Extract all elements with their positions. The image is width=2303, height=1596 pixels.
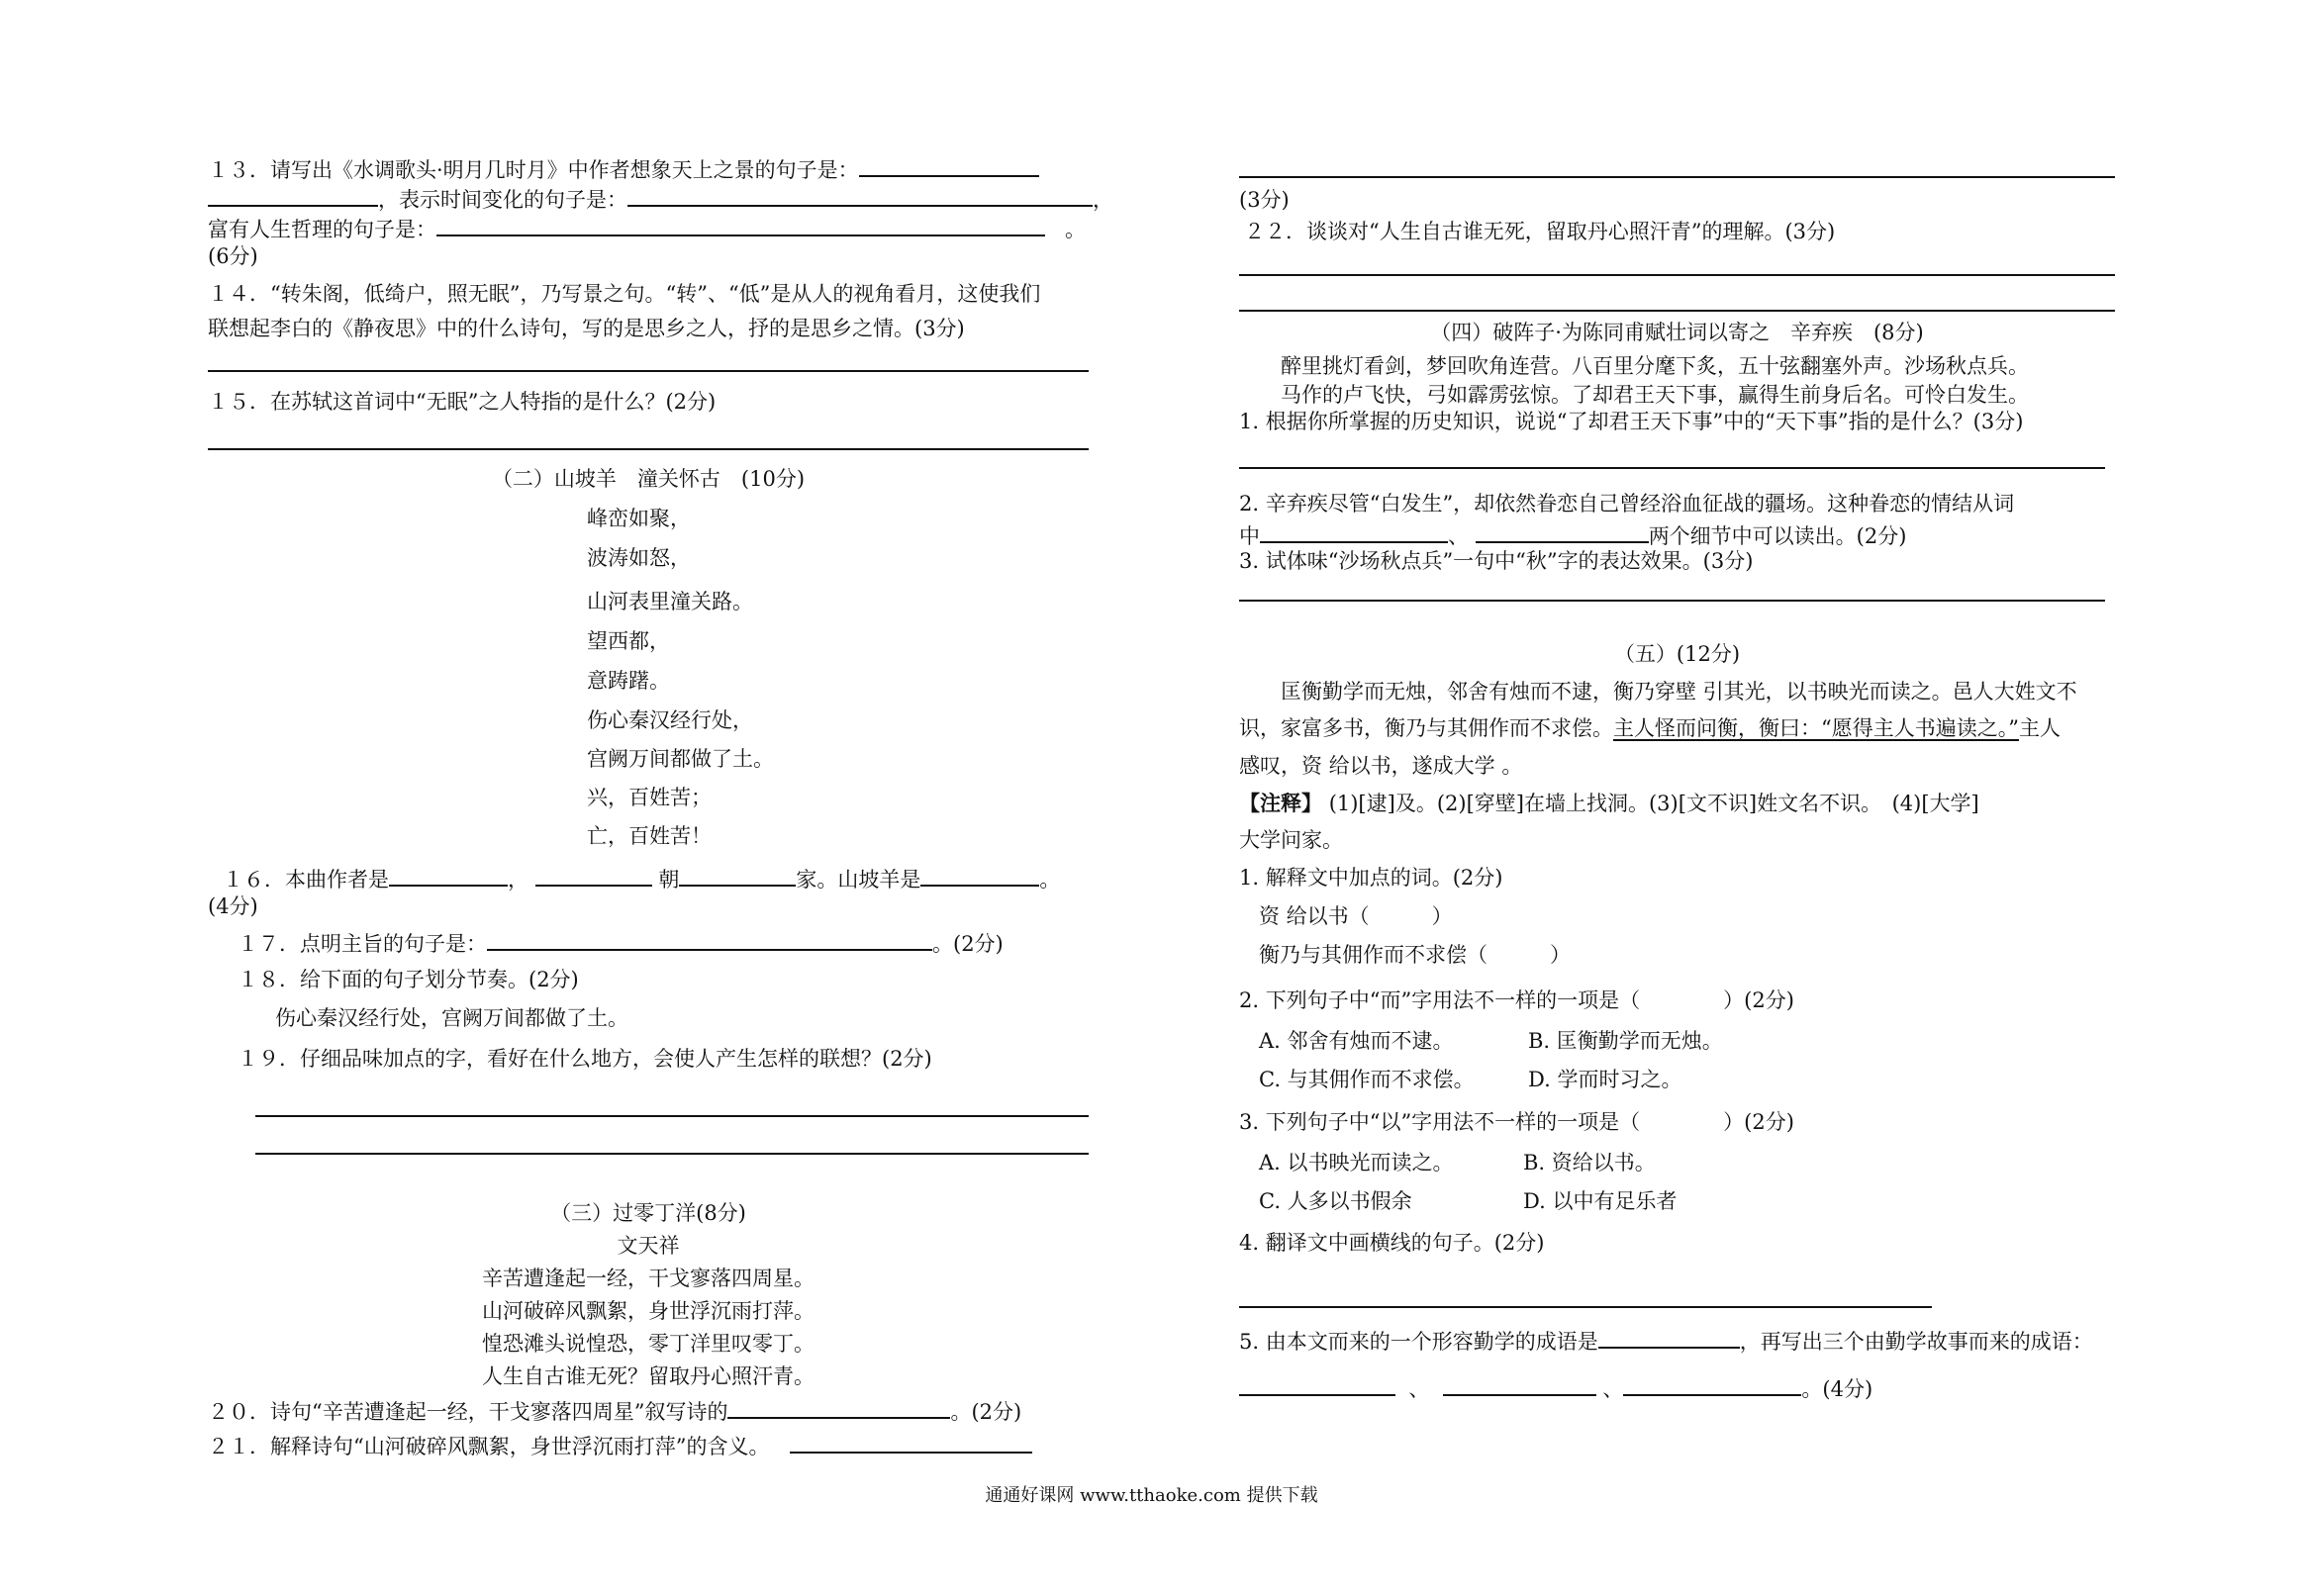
sec5-text-line2: 识，家富多书，衡乃与其佣作而不求偿。主人怪而问衡，衡曰：“愿得主人书遍读之。”主人 (1239, 716, 2061, 740)
q13-line1: １３．请写出《水调歌头·明月几时月》中作者想象天上之景的句子是： (208, 153, 1039, 184)
q16-dynasty-blank[interactable] (535, 863, 652, 887)
sec2-poem-line: 亡，百姓苦！ (587, 824, 712, 848)
sec2-poem-line: 意踌躇。 (587, 669, 670, 693)
q19-question: １９．仔细品味加点的字，看好在什么地方，会使人产生怎样的联想？(2分) (238, 1047, 932, 1071)
sec5-q5-idiom-blank[interactable] (1598, 1325, 1740, 1349)
section5-title: （五）(12分) (1613, 642, 1741, 666)
sec5-q2-option-b[interactable]: B. 匡衡勤学而无烛。 (1528, 1029, 1723, 1053)
q22-question: ２２．谈谈对“人生自古谁无死，留取丹心照汗青”的理解。(3分) (1244, 220, 1836, 243)
q14-answer-line[interactable] (208, 370, 1089, 372)
sec4-q2-blank-1[interactable] (1260, 519, 1448, 543)
sec5-q1-item-b: 衡乃与其佣作而不求偿（ ） (1259, 943, 1571, 967)
sec5-q1-title: 1. 解释文中加点的词。(2分) (1239, 866, 1503, 890)
q18-sentence: 伤心秦汉经行处，宫阙万间都做了土。 (275, 1006, 628, 1030)
sec5-q2-option-a[interactable]: A. 邻舍有烛而不逮。 (1259, 1029, 1454, 1053)
q15-question: １５．在苏轼这首词中“无眠”之人特指的是什么？(2分) (208, 390, 717, 414)
sec2-poem-line: 伤心秦汉经行处， (587, 708, 753, 732)
q16-profession-blank[interactable] (679, 863, 796, 887)
sec3-poem-line: 人生自古谁无死？留取丹心照汗青。 (482, 1364, 815, 1388)
sec5-text-line3: 感叹，资 给以书，遂成大学 。 (1239, 754, 1523, 778)
q21-answer-line-cont[interactable] (1239, 176, 2115, 178)
sec5-notes-line1: 【注释】 (1)[逮]及。(2)[穿壁]在墙上找洞。(3)[文不识]姓文名不识。 (4)[大学] (1239, 791, 1979, 815)
q18-question: １８．给下面的句子划分节奏。(2分) (238, 968, 579, 991)
sec5-q5-line1: 5. 由本文而来的一个形容勤学的成语是 ，再写出三个由勤学故事而来的成语： (1239, 1325, 2093, 1356)
sec2-poem-line: 宫阙万间都做了土。 (587, 747, 774, 771)
q16-line1: １６．本曲作者是 ， 朝 家。山坡羊是 。 (223, 863, 1060, 893)
q16-author-blank[interactable] (389, 863, 508, 887)
sec3-poem-line: 辛苦遭逢起一经，干戈寥落四周星。 (482, 1267, 815, 1290)
sec4-q2-blank-2[interactable] (1476, 519, 1649, 543)
sec5-q4: 4. 翻译文中画横线的句子。(2分) (1239, 1231, 1545, 1255)
sec5-q1-item-a: 资 给以书（ ） (1259, 904, 1453, 928)
section3-author: 文天祥 (617, 1234, 680, 1258)
sec5-q3-option-c[interactable]: C. 人多以书假余 (1259, 1189, 1412, 1213)
sec4-q1: 1. 根据你所掌握的历史知识，说说“了却君王天下事”中的“天下事”指的是什么？(3分) (1239, 410, 2024, 433)
sec5-notes-line2: 大学问家。 (1239, 828, 1343, 852)
q17-answer-blank[interactable] (487, 927, 932, 951)
q19-answer-line-1[interactable] (255, 1115, 1089, 1117)
q20-line: ２０．诗句“辛苦遭逢起一经，干戈寥落四周星”叙写诗的 。(2分) (208, 1395, 1021, 1426)
sec5-q2-option-d[interactable]: D. 学而时习之。 (1528, 1068, 1682, 1091)
sec2-poem-line: 波涛如怒， (587, 546, 691, 570)
sec4-poem-line: 马作的卢飞快，弓如霹雳弦惊。了却君王天下事，赢得生前身后名。可怜白发生。 (1281, 383, 2029, 407)
sec5-underlined-sentence: 主人怪而问衡，衡曰：“愿得主人书遍读之。” (1613, 716, 2019, 740)
q14-line2: 联想起李白的《静夜思》中的什么诗句，写的是思乡之人，抒的是思乡之情。(3分) (208, 317, 965, 340)
q13-answer-blank-1[interactable] (859, 153, 1039, 177)
q17-line: １７．点明主旨的句子是： 。(2分) (238, 927, 1004, 958)
sec5-q3-option-b[interactable]: B. 资给以书。 (1523, 1151, 1656, 1174)
q22-answer-line-1[interactable] (1239, 274, 2115, 276)
sec3-poem-line: 惶恐滩头说惶恐，零丁洋里叹零丁。 (482, 1332, 815, 1356)
sec2-poem-line: 望西都， (587, 629, 670, 653)
sec5-q3-option-d[interactable]: D. 以中有足乐者 (1523, 1189, 1678, 1213)
q13-answer-blank-3[interactable] (627, 183, 1093, 207)
q14-line1: １４．“转朱阁，低绮户，照无眠”，乃写景之句。“转”、“低”是从人的视角看月，这使我们 (208, 282, 1041, 306)
sec5-q2-title: 2. 下列句子中“而”字用法不一样的一项是（ ）(2分) (1239, 988, 1794, 1012)
sec5-q5-blank-1[interactable] (1239, 1372, 1395, 1396)
sec5-q4-answer-line[interactable] (1239, 1306, 1932, 1308)
q13-answer-blank-4[interactable] (436, 213, 1045, 236)
section3-title: （三）过零丁洋(8分) (550, 1201, 746, 1225)
sec4-q2-line1: 2. 辛弃疾尽管“白发生”，却依然眷恋自己曾经浴血征战的疆场。这种眷恋的情结从词 (1239, 492, 2015, 516)
section2-title: （二）山坡羊 潼关怀古 (10分) (491, 467, 806, 491)
q21-score: (3分) (1239, 188, 1290, 212)
q21-line: ２１．解释诗句“山河破碎风飘絮，身世浮沉雨打萍”的含义。 (208, 1430, 1032, 1460)
sec2-poem-line: 峰峦如聚， (587, 507, 691, 530)
sec2-poem-line: 山河表里潼关路。 (587, 590, 753, 613)
sec5-q2-option-c[interactable]: C. 与其佣作而不求偿。 (1259, 1068, 1475, 1091)
sec5-q5-line2: 、 、 。(4分) (1239, 1372, 1872, 1403)
sec2-poem-line: 兴，百姓苦； (587, 786, 712, 809)
footer-source: 通通好课网 www.tthaoke.com 提供下载 (985, 1485, 1318, 1506)
q13-score: (6分) (208, 244, 258, 268)
q15-answer-line[interactable] (208, 448, 1089, 450)
q13-line3: 富有人生哲理的句子是： 。 (208, 213, 1086, 243)
q13-line2: ，表示时间变化的句子是： ， (208, 183, 1113, 214)
section4-title: （四）破阵子·为陈同甫赋壮词以寄之 辛弃疾 (8分) (1430, 321, 1924, 344)
sec5-q3-title: 3. 下列句子中“以”字用法不一样的一项是（ ）(2分) (1239, 1110, 1794, 1134)
sec4-poem-line: 醉里挑灯看剑，梦回吹角连营。八百里分麾下炙，五十弦翻塞外声。沙场秋点兵。 (1281, 354, 2029, 378)
q20-answer-blank[interactable] (727, 1395, 950, 1419)
q16-form-blank[interactable] (920, 863, 1039, 887)
sec5-q5-blank-2[interactable] (1443, 1372, 1596, 1396)
q22-answer-line-2[interactable] (1239, 310, 2115, 312)
sec4-q2-line2: 中 、 两个细节中可以读出。(2分) (1239, 519, 1906, 550)
q13-answer-blank-2[interactable] (208, 183, 378, 207)
sec4-q3: 3. 试体味“沙场秋点兵”一句中“秋”字的表达效果。(3分) (1239, 549, 1754, 573)
q16-score: (4分) (208, 894, 258, 918)
sec5-q3-option-a[interactable]: A. 以书映光而读之。 (1259, 1151, 1454, 1174)
q19-answer-line-2[interactable] (255, 1153, 1089, 1155)
sec5-text-line1: 匡衡勤学而无烛，邻舍有烛而不逮，衡乃穿壁 引其光，以书映光而读之。邑人大姓文不 (1281, 680, 2077, 704)
sec4-q3-answer-line[interactable] (1239, 600, 2105, 602)
q21-answer-blank[interactable] (790, 1430, 1032, 1454)
sec4-q1-answer-line[interactable] (1239, 467, 2105, 469)
sec3-poem-line: 山河破碎风飘絮，身世浮沉雨打萍。 (482, 1299, 815, 1323)
sec5-q5-blank-3[interactable] (1623, 1372, 1801, 1396)
